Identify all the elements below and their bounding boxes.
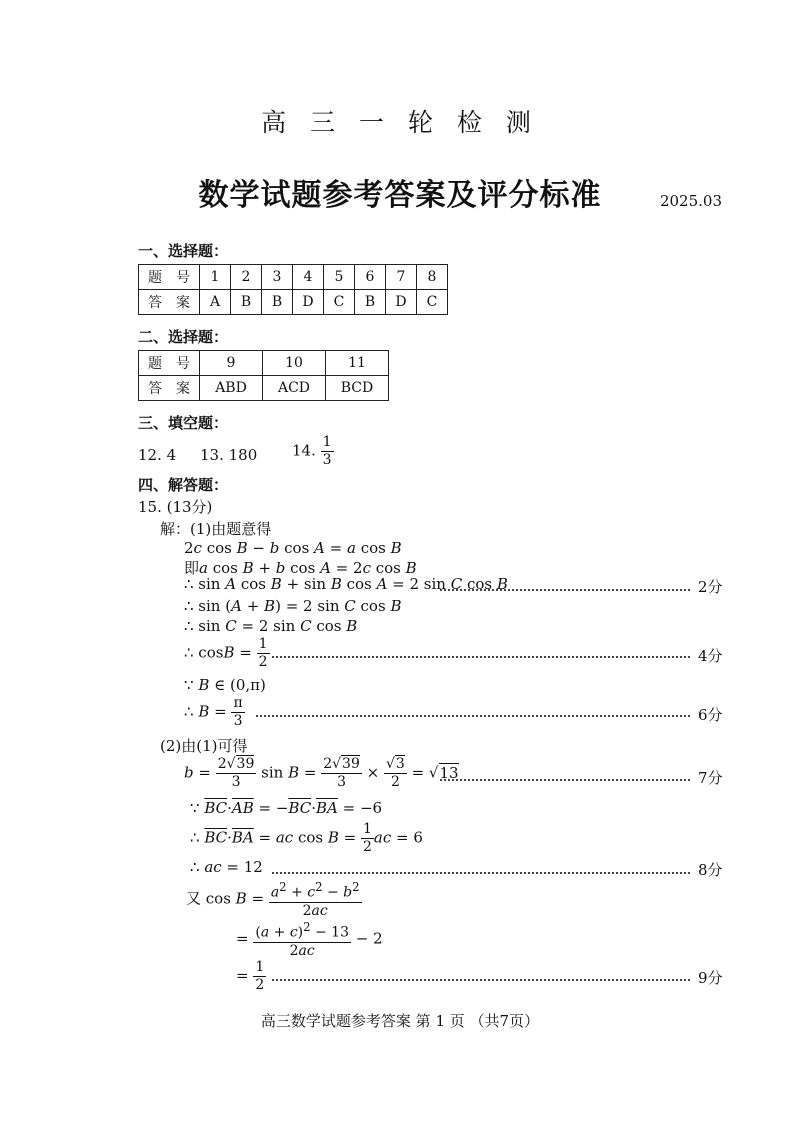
dotted-leader [272, 872, 690, 874]
equation-line: ∴ ac = 12 [190, 858, 263, 876]
question-number: 1 [200, 265, 231, 290]
exam-title: 高 三 一 轮 检 测 [261, 108, 539, 137]
answer-q13: 13. 180 [200, 446, 258, 464]
equation-line: = $\frac{1}{2}$ [236, 959, 265, 993]
question-number: 6 [355, 265, 386, 290]
answer-cell: B [262, 290, 293, 315]
q14-fraction: $\frac{1}{3}$ [322, 434, 332, 468]
question-number: 8 [417, 265, 448, 290]
document-subtitle: 数学试题参考答案及评分标准 [198, 178, 602, 213]
dotted-leader [440, 779, 690, 781]
equation-line: ∵ $\overline{BC}\cdot\overline{AB} = -\overline{BC}\cdot\overline{BA} = -6$ [190, 799, 383, 817]
q15-title: 15. (13分) [138, 498, 213, 516]
question-number: 9 [200, 351, 263, 376]
dotted-leader [272, 656, 690, 658]
row-label: 题 号 [139, 265, 200, 290]
equation-line: b = $\frac{2√39}{3}$ sin B = $\frac{2√39}{3}$ × $\frac{√3}{2}$ = √13 [184, 756, 459, 790]
section-2-heading: 二、选择题： [138, 328, 229, 346]
question-number: 11 [326, 351, 389, 376]
answer-cell: C [417, 290, 448, 315]
dotted-leader [256, 715, 690, 717]
question-number: 4 [293, 265, 324, 290]
equation-line: 又 cos B = $\frac{a^2 + c^2 - b^2}{2ac}$ [186, 880, 360, 919]
part1-intro: 解：(1)由题意得 [160, 520, 272, 538]
question-number: 7 [386, 265, 417, 290]
equation-line: ∵ B ∈ (0,π) [184, 676, 266, 694]
row-label: 答 案 [139, 376, 200, 401]
section-1-answer-table [138, 264, 448, 315]
equation-line: ∴ cosB = $\frac{1}{2}$ [184, 636, 268, 670]
question-number: 10 [263, 351, 326, 376]
answer-cell: ACD [263, 376, 326, 401]
question-number: 3 [262, 265, 293, 290]
equation-line: ∴ sin A cos B + sin B cos A = 2 sin C cos B [184, 575, 508, 593]
score-2: 2分 [698, 578, 723, 596]
equation-line: 2c cos B − b cos A = a cos B [184, 539, 402, 557]
row-label: 题 号 [139, 351, 200, 376]
equation-line: ∴ sin C = 2 sin C cos B [184, 617, 358, 635]
equation-line: = $\frac{(a + c)^2 - 13}{2ac}$ − 2 [236, 920, 383, 959]
answer-cell: BCD [326, 376, 389, 401]
answer-cell: A [200, 290, 231, 315]
row-label: 答 案 [139, 290, 200, 315]
answer-q12: 12. 4 [138, 446, 177, 464]
equation-line: ∴ sin (A + B) = 2 sin C cos B [184, 597, 402, 615]
page-footer: 高三数学试题参考答案 第 1 页 （共7页） [260, 1012, 540, 1030]
q14-label: 14. [292, 441, 316, 460]
answer-cell: ABD [200, 376, 263, 401]
equation-line: ∴ B = $\frac{\pi}{3}$ [184, 695, 243, 729]
dotted-leader [272, 979, 690, 981]
part2-intro: (2)由(1)可得 [160, 737, 248, 755]
score-4: 4分 [698, 647, 723, 665]
question-number: 2 [231, 265, 262, 290]
answer-q14 [292, 434, 334, 469]
dotted-leader [440, 589, 690, 591]
answer-cell: D [386, 290, 417, 315]
section-1-heading: 一、选择题： [138, 242, 229, 260]
section-3-heading: 三、填空题： [138, 414, 229, 432]
exam-date: 2025.03 [659, 192, 722, 210]
section-4-heading: 四、解答题： [138, 476, 229, 494]
equation-line: ∴ $\overline{BC}\cdot\overline{BA}$ = ac cos B = $\frac{1}{2}$ ac = 6 [190, 821, 423, 855]
answer-cell: B [355, 290, 386, 315]
question-number: 5 [324, 265, 355, 290]
equation-line: 即a cos B + b cos A = 2c cos B [184, 559, 417, 577]
score-9: 9分 [698, 969, 723, 987]
score-8: 8分 [698, 861, 723, 879]
answer-cell: D [293, 290, 324, 315]
section-2-answer-table [138, 350, 389, 401]
answer-cell: B [231, 290, 262, 315]
score-6: 6分 [698, 706, 723, 724]
score-7: 7分 [698, 769, 723, 787]
answer-cell: C [324, 290, 355, 315]
